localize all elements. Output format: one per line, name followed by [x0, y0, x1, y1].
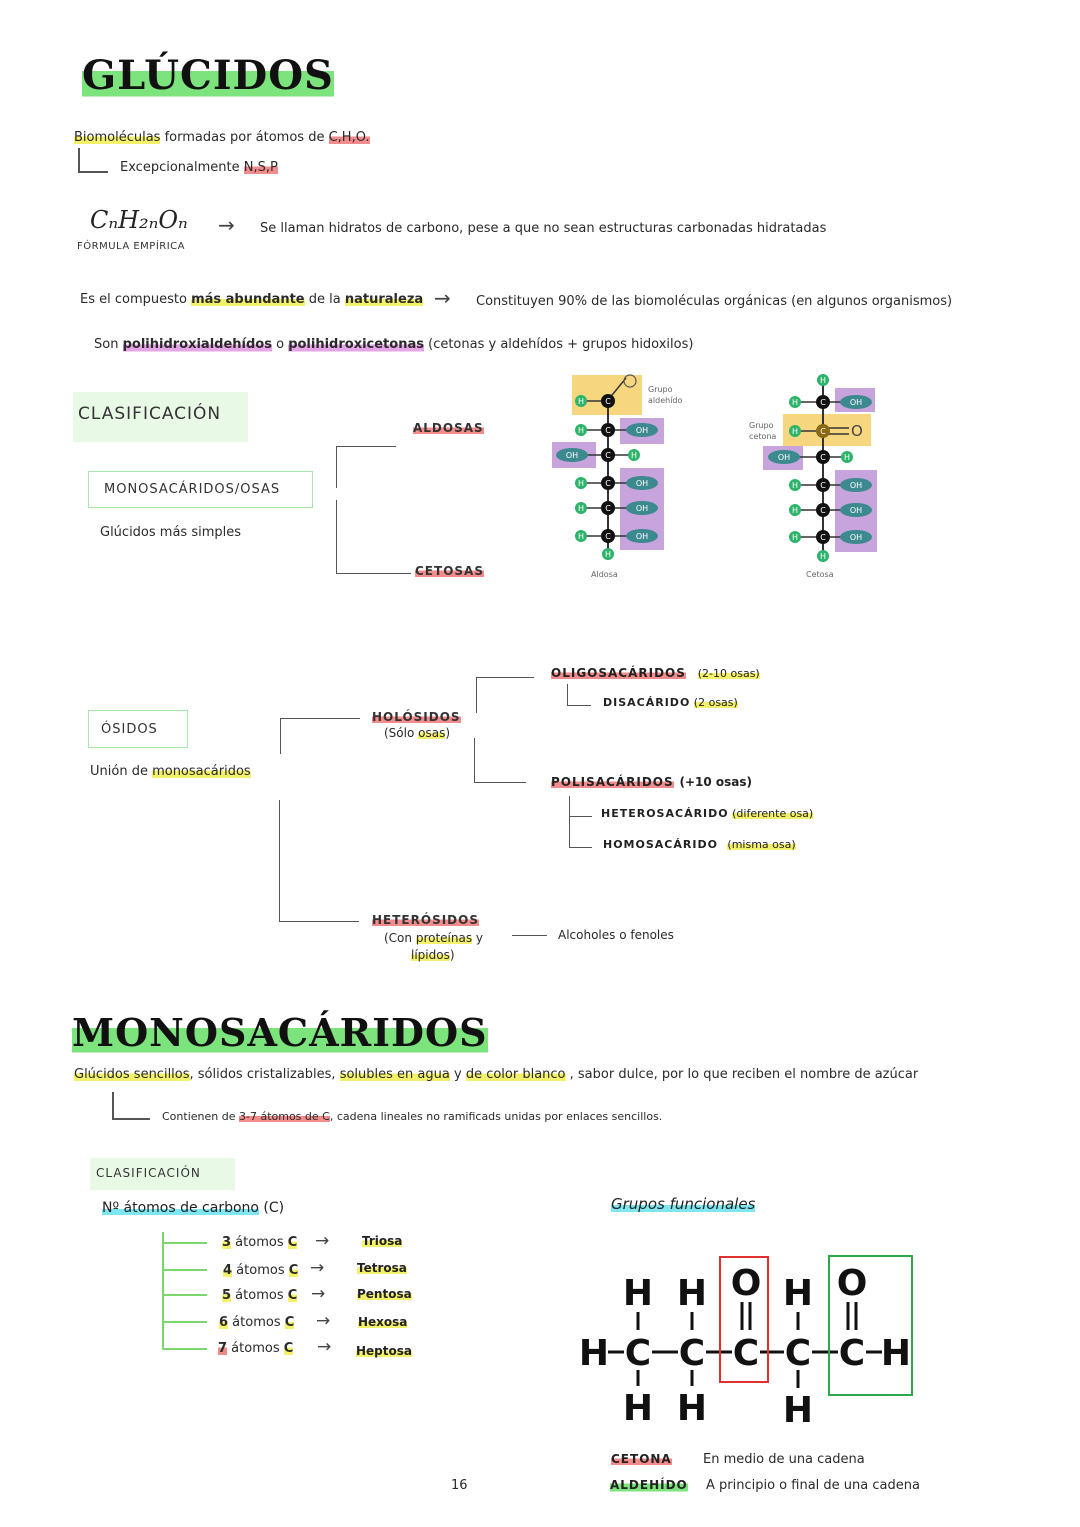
- svg-text:H: H: [819, 552, 827, 561]
- abundance-arrow: →: [434, 286, 451, 310]
- carbon-count: 5: [222, 1288, 232, 1303]
- monosacaridos-box: MONOSACÁRIDOS/OSAS: [88, 471, 313, 508]
- desc-text-1: , sólidos cristalizables,: [189, 1067, 340, 1082]
- exception-text: Excepcionalmente: [120, 160, 244, 175]
- abundance-note: Constituyen 90% de las biomoléculas orgánicas (en algunos organismos): [476, 294, 953, 309]
- polisacaridos-line: [551, 775, 752, 789]
- definition-line: [94, 337, 693, 352]
- disacarido-line: [603, 696, 738, 709]
- svg-text:C: C: [820, 427, 826, 436]
- aldosa-row-5: [575, 501, 658, 515]
- carbon-symbol: C: [283, 1341, 294, 1356]
- svg-text:H: H: [630, 451, 638, 460]
- abundance-mas-abundante: más abundante: [191, 292, 305, 307]
- carbon-symbol: C: [287, 1288, 298, 1303]
- holosidos-note-hl: osas: [418, 726, 446, 740]
- holosidos-note-end: ): [445, 726, 451, 740]
- holosidos-note: [384, 726, 450, 740]
- heterosacarido-label: HETEROSACÁRIDO: [601, 807, 729, 820]
- desc-solubles: solubles en agua: [339, 1067, 450, 1082]
- svg-text:OH: OH: [635, 532, 649, 541]
- svg-text:OH: OH: [849, 398, 863, 407]
- heterosidos-proteinas: proteínas: [415, 931, 473, 945]
- aldosa-row-6: [575, 529, 658, 543]
- intro-elements: C,H,O.: [328, 130, 370, 145]
- intro-biomoleculas: Biomoléculas: [74, 130, 161, 145]
- svg-text:H: H: [791, 427, 799, 436]
- homosacarido-label: HOMOSACÁRIDO: [603, 838, 718, 851]
- atom-c: C: [838, 1333, 866, 1374]
- carbon-arrow: →: [316, 1311, 331, 1331]
- desc-text-2: y: [449, 1067, 466, 1082]
- monosacaridos-desc: Glúcidos más simples: [100, 525, 242, 540]
- carbon-text: átomos: [232, 1263, 289, 1278]
- heterosidos-note-2: [411, 948, 455, 962]
- abundance-text-1: Es el compuesto: [80, 292, 192, 307]
- detail-text-1: Contienen de: [162, 1110, 239, 1123]
- cetona-label: CETONA: [611, 1452, 672, 1466]
- oligosacaridos-label: OLIGOSACÁRIDOS: [551, 666, 686, 680]
- carbon-item: [218, 1341, 293, 1356]
- aldosa-row-2: [575, 423, 658, 437]
- svg-text:OH: OH: [849, 481, 863, 490]
- svg-text:C: C: [605, 504, 611, 513]
- cetosa-o: O: [851, 422, 863, 440]
- cetosa-caption: Cetosa: [806, 570, 834, 579]
- disacarido-note: (2 osas): [693, 696, 738, 709]
- svg-text:H: H: [577, 532, 585, 541]
- atom-h: H: [676, 1388, 708, 1429]
- carbon-name: Hexosa: [358, 1315, 408, 1329]
- cetona-desc: En medio de una cadena: [703, 1452, 865, 1467]
- heterosidos-lipidos: lípidos: [411, 948, 450, 962]
- svg-text:H: H: [791, 398, 799, 407]
- svg-text:OH: OH: [635, 504, 649, 513]
- abundance-naturaleza: naturaleza: [344, 292, 424, 307]
- atom-o: O: [836, 1263, 868, 1304]
- carbon-symbol: C: [287, 1235, 298, 1250]
- definition-text-3: (cetonas y aldehídos + grupos hidoxilos): [423, 337, 694, 352]
- abundance-line: [80, 292, 423, 307]
- svg-text:H: H: [843, 453, 851, 462]
- svg-text:C: C: [820, 533, 826, 542]
- atom-c: C: [624, 1333, 652, 1374]
- carbon-text: átomos: [231, 1235, 288, 1250]
- desc-text-3: , sabor dulce, por lo que reciben el nombre de azúcar: [565, 1067, 919, 1082]
- classification-heading: CLASIFICACIÓN: [73, 392, 248, 442]
- holosidos-note-text: (Sólo: [384, 726, 419, 740]
- svg-text:C: C: [605, 532, 611, 541]
- functional-groups-heading: Grupos funcionales: [611, 1195, 756, 1213]
- atom-h: H: [622, 1273, 654, 1314]
- intro-text: formadas por átomos de: [160, 130, 329, 145]
- svg-text:C: C: [820, 506, 826, 515]
- svg-text:OH: OH: [565, 451, 579, 460]
- carbon-text: átomos: [228, 1315, 285, 1330]
- svg-text:H: H: [604, 550, 612, 559]
- homosacarido-note: (misma osa): [727, 838, 796, 851]
- carbon-symbol: C: [288, 1263, 299, 1278]
- atom-h: H: [782, 1390, 814, 1430]
- aldosa-row-3: [556, 448, 640, 462]
- cetosas-label: CETOSAS: [415, 564, 484, 578]
- carbon-count: 4: [223, 1263, 233, 1278]
- aldosa-group-label-2: aldehído: [648, 396, 683, 405]
- cetosa-group-label-1: Grupo: [749, 421, 774, 430]
- heterosacarido-line: [601, 807, 813, 820]
- carbon-heading-hl: Nº átomos de carbono: [102, 1200, 259, 1216]
- atom-c: C: [732, 1333, 760, 1374]
- disacarido-label: DISACÁRIDO: [603, 696, 691, 709]
- svg-text:C: C: [605, 451, 611, 460]
- osidos-desc-hl: monosacáridos: [152, 764, 251, 779]
- svg-text:C: C: [820, 481, 826, 490]
- heterosidos-note-1: [384, 931, 483, 945]
- formula-arrow: →: [218, 213, 235, 237]
- svg-text:H: H: [577, 504, 585, 513]
- aldehido-label: ALDEHÍDO: [610, 1478, 688, 1492]
- svg-text:H: H: [791, 481, 799, 490]
- definition-text-2: o: [271, 337, 289, 352]
- svg-text:H: H: [577, 397, 585, 406]
- carbon-item: [219, 1315, 294, 1330]
- svg-text:OH: OH: [635, 479, 649, 488]
- polisacaridos-label: POLISACÁRIDOS: [551, 775, 674, 789]
- heterosidos-note-end: ): [449, 948, 455, 962]
- aldosas-label: ALDOSAS: [413, 421, 484, 435]
- cetosa-row-3: [768, 450, 853, 464]
- aldosa-caption: Aldosa: [591, 570, 618, 579]
- aldehido-desc: A principio o final de una cadena: [706, 1478, 920, 1493]
- functional-groups-structure: [576, 1250, 921, 1430]
- carbon-text: átomos: [231, 1288, 288, 1303]
- monosacaridos-detail: [162, 1110, 662, 1123]
- definition-polihidroxicetonas: polihidroxicetonas: [288, 337, 424, 352]
- heterosacarido-note: (diferente osa): [732, 807, 814, 820]
- atom-c: C: [784, 1333, 812, 1374]
- carbon-count: 7: [218, 1341, 228, 1356]
- intro-line: [74, 130, 370, 145]
- formula-caption: FÓRMULA EMPÍRICA: [77, 241, 185, 252]
- svg-text:C: C: [605, 426, 611, 435]
- carbon-arrow: →: [315, 1231, 330, 1251]
- oligosacaridos-line: [551, 666, 760, 680]
- carbon-count: 6: [219, 1315, 229, 1330]
- osidos-desc-text: Unión de: [90, 764, 153, 779]
- aldosa-structure: [548, 370, 698, 585]
- svg-text:C: C: [605, 479, 611, 488]
- svg-text:OH: OH: [849, 506, 863, 515]
- atom-o: O: [730, 1263, 762, 1304]
- carbon-heading: [102, 1200, 284, 1216]
- carbon-arrow: →: [310, 1258, 325, 1278]
- desc-sencillos: Glúcidos sencillos: [74, 1067, 190, 1082]
- svg-text:C: C: [605, 397, 611, 406]
- desc-blanco: de color blanco: [465, 1067, 566, 1082]
- carbon-item: [222, 1288, 297, 1303]
- svg-text:OH: OH: [635, 426, 649, 435]
- page-number: 16: [451, 1478, 468, 1493]
- aldosa-row-4: [575, 476, 658, 490]
- classification-heading-2: CLASIFICACIÓN: [90, 1158, 235, 1190]
- formula-note: Se llaman hidratos de carbono, pese a que no sean estructuras carbonadas hidratadas: [260, 221, 827, 236]
- atom-h: H: [782, 1273, 814, 1314]
- carbon-arrow: →: [317, 1337, 332, 1357]
- cetosa-row-5: [789, 503, 872, 517]
- carbon-heading-suffix: (C): [258, 1200, 285, 1216]
- carbon-name: Pentosa: [357, 1287, 412, 1301]
- carbon-name: Tetrosa: [357, 1261, 407, 1275]
- definition-polihidroxialdehidos: polihidroxialdehídos: [122, 337, 272, 352]
- svg-text:H: H: [577, 426, 585, 435]
- cetosa-row-1: [789, 395, 872, 409]
- svg-text:OH: OH: [777, 453, 791, 462]
- carbon-symbol: C: [284, 1315, 295, 1330]
- svg-text:C: C: [820, 453, 826, 462]
- monosacaridos-desc: [74, 1067, 918, 1082]
- atom-h: H: [880, 1333, 912, 1374]
- svg-text:H: H: [819, 376, 827, 385]
- svg-text:H: H: [791, 506, 799, 515]
- carbon-name: Heptosa: [356, 1344, 412, 1358]
- cetosa-group-label-2: cetona: [749, 432, 777, 441]
- exception-line: [120, 160, 278, 175]
- carbon-item: [223, 1263, 298, 1278]
- holosidos-label: HOLÓSIDOS: [372, 710, 461, 724]
- svg-text:OH: OH: [849, 533, 863, 542]
- definition-text-1: Son: [94, 337, 123, 352]
- empirical-formula: CₙH₂ₙOₙ: [90, 206, 188, 234]
- svg-text:H: H: [791, 533, 799, 542]
- heterosidos-examples: Alcoholes o fenoles: [558, 928, 674, 942]
- carbon-arrow: →: [311, 1284, 326, 1304]
- osidos-desc: [90, 764, 251, 779]
- abundance-text-2: de la: [304, 292, 345, 307]
- svg-text:C: C: [820, 398, 826, 407]
- polisacaridos-note: (+10 osas): [679, 775, 752, 789]
- heterosidos-note-and: y: [472, 931, 484, 945]
- detail-atoms: 3-7 átomos de C: [238, 1110, 330, 1123]
- atom-h: H: [622, 1388, 654, 1429]
- carbon-name: Triosa: [362, 1234, 403, 1248]
- exception-elements: N,S,P: [243, 160, 278, 175]
- heterosidos-note-text: (Con: [384, 931, 416, 945]
- atom-c: C: [678, 1333, 706, 1374]
- carbon-item: [222, 1235, 297, 1250]
- carbon-count: 3: [222, 1235, 232, 1250]
- oligosacaridos-note: (2-10 osas): [697, 667, 760, 680]
- carbon-text: átomos: [227, 1341, 284, 1356]
- cetosa-structure: [745, 370, 895, 585]
- heterosidos-label: HETERÓSIDOS: [372, 913, 479, 927]
- osidos-box: ÓSIDOS: [88, 710, 188, 748]
- atom-h: H: [578, 1333, 610, 1374]
- homosacarido-line: [603, 838, 796, 851]
- cetosa-row-6: [789, 530, 872, 544]
- aldosa-group-label-1: Grupo: [648, 385, 673, 394]
- detail-text-2: , cadena lineales no ramificads unidas por enlaces sencillos.: [329, 1110, 663, 1123]
- page-title: GLÚCIDOS: [82, 52, 334, 99]
- cetosa-row-4: [789, 478, 872, 492]
- monosacaridos-title: MONOSACÁRIDOS: [72, 1010, 488, 1055]
- atom-h: H: [676, 1273, 708, 1314]
- svg-text:H: H: [577, 479, 585, 488]
